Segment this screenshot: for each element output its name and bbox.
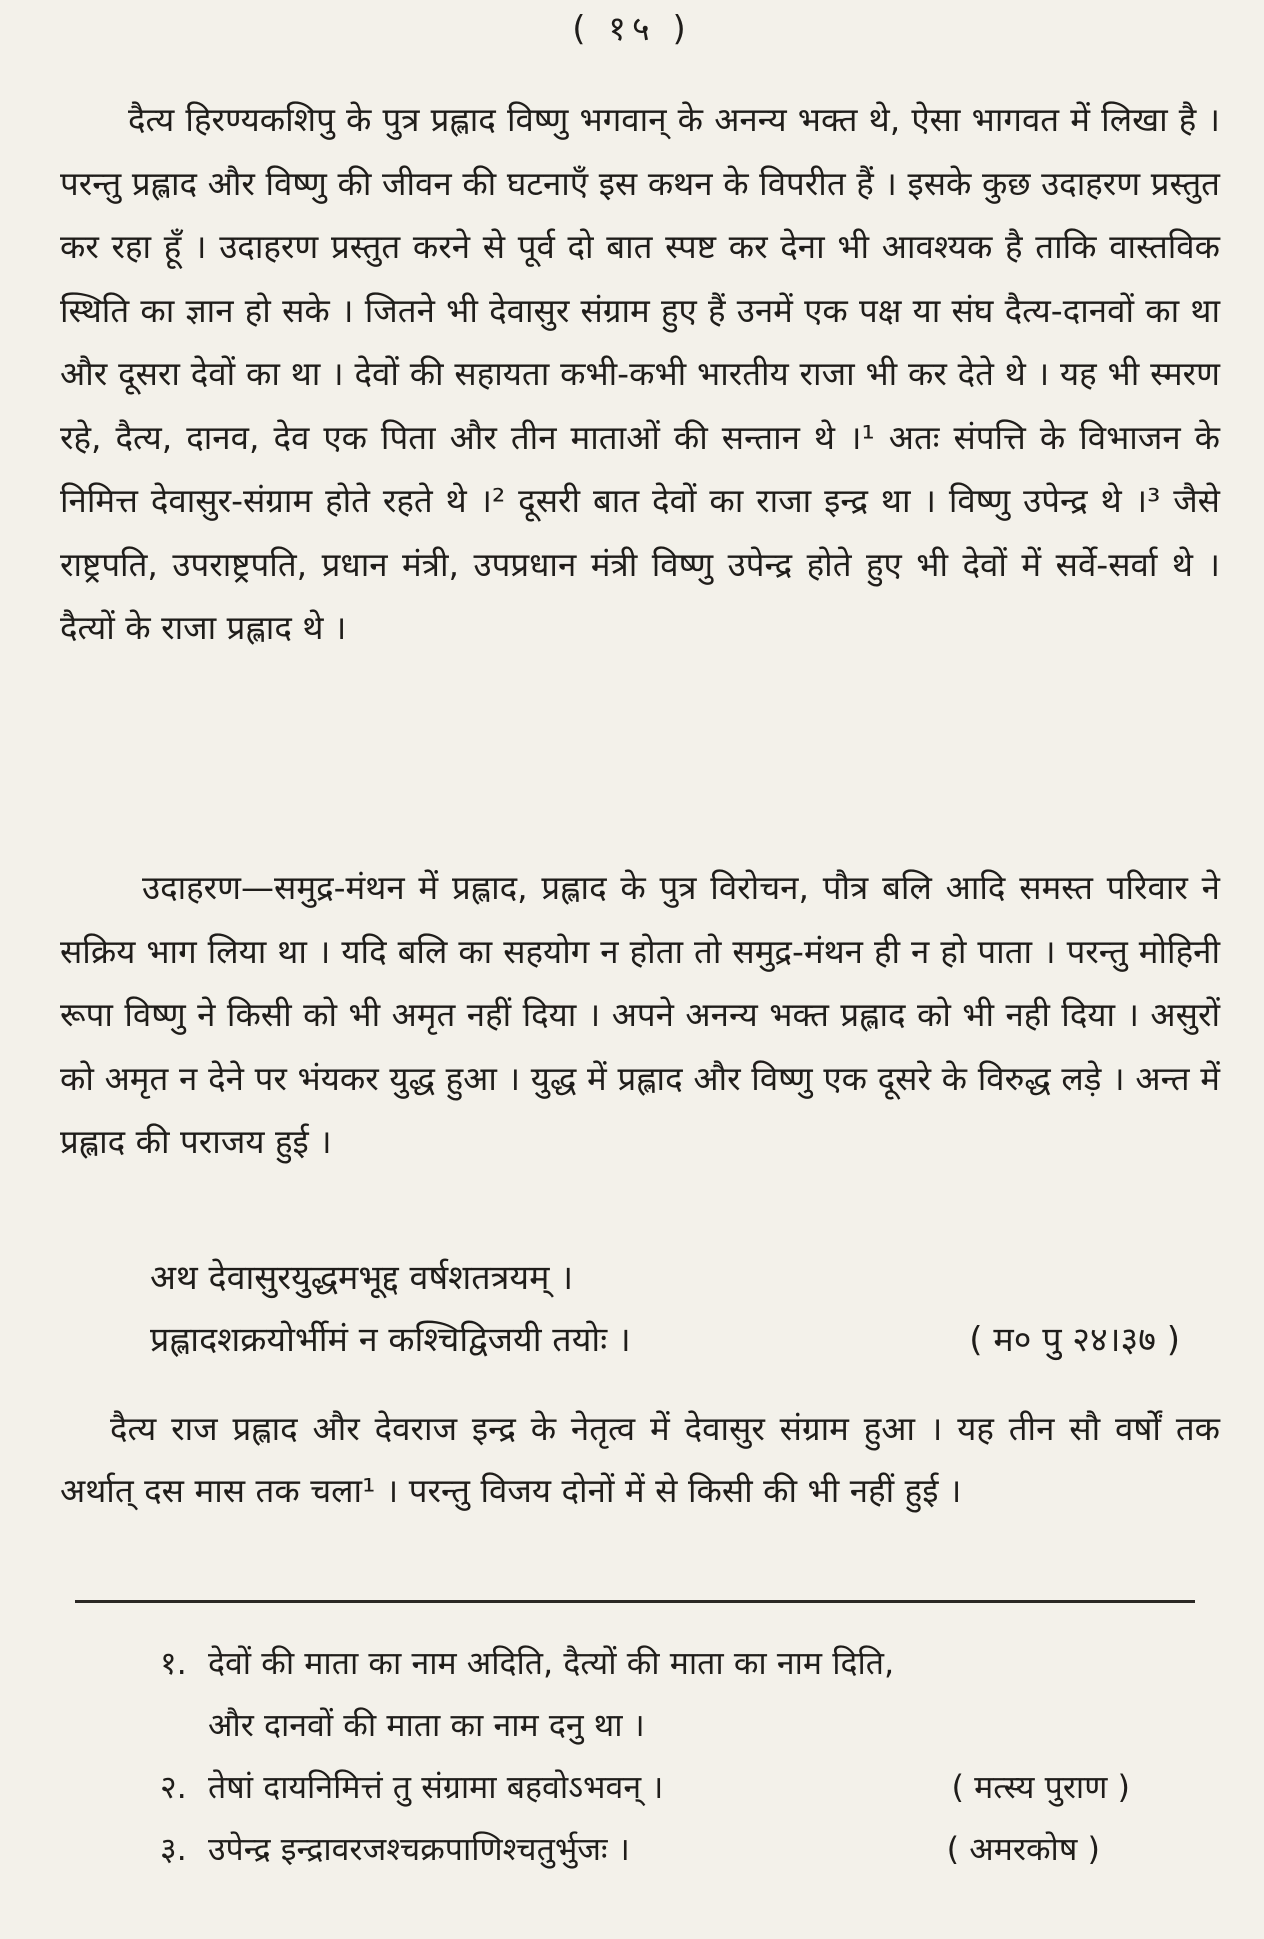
verse-line-2-text: प्रह्लादशक्रयोर्भीमं न कश्चिद्विजयी तयोः । [150,1320,631,1360]
footnote-1 [160,1632,1220,1756]
footnote-text: तेषां दायनिमित्तं तु संग्रामा बहवोऽभवन् । [208,1768,664,1806]
verse-line-2 [150,1310,1210,1370]
paragraph-example: उदाहरण—समुद्र-मंथन में प्रह्लाद, प्रह्लाद के पुत्र विरोचन, पौत्र बलि आदि समस्त परिवार ने सक्रिय भाग लिया था । यदि बलि का सहयोग न होता तो समुद्र-मंथन ही न हो पाता । परन्तु मोहिनी रूपा विष्णु ने किसी को भी अमृत नहीं दिया । अपने अनन्य भक्त प्रह्लाद को भी नही दिया । असुरों को अमृत न देने पर भंयकर युद्ध हुआ । युद्ध में प्रह्लाद और विष्णु एक दूसरे के विरुद्ध लड़े । अन्त में प्रह्लाद की पराजय हुई । [60,868,1220,1161]
footnote-number: २. [160,1768,187,1806]
footnote-2 [160,1756,1220,1818]
footnote-continuation: और दानवों की माता का नाम दनु था । [208,1706,645,1744]
footnote-number: ३. [160,1830,187,1868]
footnote-text: उपेन्द्र इन्द्रावरजश्चक्रपाणिश्चतुर्भुजः । [208,1830,630,1868]
footnote-reference: ( अमरकोष ) [946,1830,1100,1868]
footnote-divider [75,1600,1195,1603]
footnote-text: देवों की माता का नाम अदिति, दैत्यों की माता का नाम दिति, [208,1644,895,1682]
paragraph-battle: दैत्य राज प्रह्लाद और देवराज इन्द्र के नेतृत्व में देवासुर संग्राम हुआ । यह तीन सौ वर्षों तक अर्थात् दस मास तक चला¹ । परन्तु विजय दोनों में से किसी की भी नहीं हुई । [60,1409,1220,1510]
footnote-reference: ( मत्स्य पुराण ) [951,1768,1130,1806]
verse-line-1: अथ देवासुरयुद्धमभूद्द वर्षशतत्रयम् । [150,1258,574,1298]
footnote-3 [160,1818,1220,1880]
page-number: ( १५ ) [572,9,692,49]
verse-citation: ( म० पु २४।३७ ) [969,1320,1180,1360]
paragraph-intro: दैत्य हिरण्यकशिपु के पुत्र प्रह्लाद विष्णु भगवान् के अनन्य भक्त थे, ऐसा भागवत में लिखा है । परन्तु प्रह्लाद और विष्णु की जीवन की घटनाएँ इस कथन के विपरीत हैं । इसके कुछ उदाहरण प्रस्तुत कर रहा हूँ । उदाहरण प्रस्तुत करने से पूर्व दो बात स्पष्ट कर देना भी आवश्यक है ताकि वास्तविक स्थिति का ज्ञान हो सके । जितने भी देवासुर संग्राम हुए हैं उनमें एक पक्ष या संघ दैत्य-दानवों का था और दूसरा देवों का था । देवों की सहायता कभी-कभी भारतीय राजा भी कर देते थे । यह भी स्मरण रहे, दैत्य, दानव, देव एक पिता और तीन माताओं की सन्तान थे ।¹ अतः संपत्ति के विभाजन के निमित्त देवासुर-संग्राम होते रहते थे ।² दूसरी बात देवों का राजा इन्द्र था । विष्णु उपेन्द्र थे ।³ जैसे राष्ट्रपति, उपराष्ट्रपति, प्रधान मंत्री, उपप्रधान मंत्री विष्णु उपेन्द्र होते हुए भी देवों में सर्वे-सर्वा थे । दैत्यों के राजा प्रह्लाद थे । [60,100,1220,647]
footnote-number: १. [160,1644,187,1682]
